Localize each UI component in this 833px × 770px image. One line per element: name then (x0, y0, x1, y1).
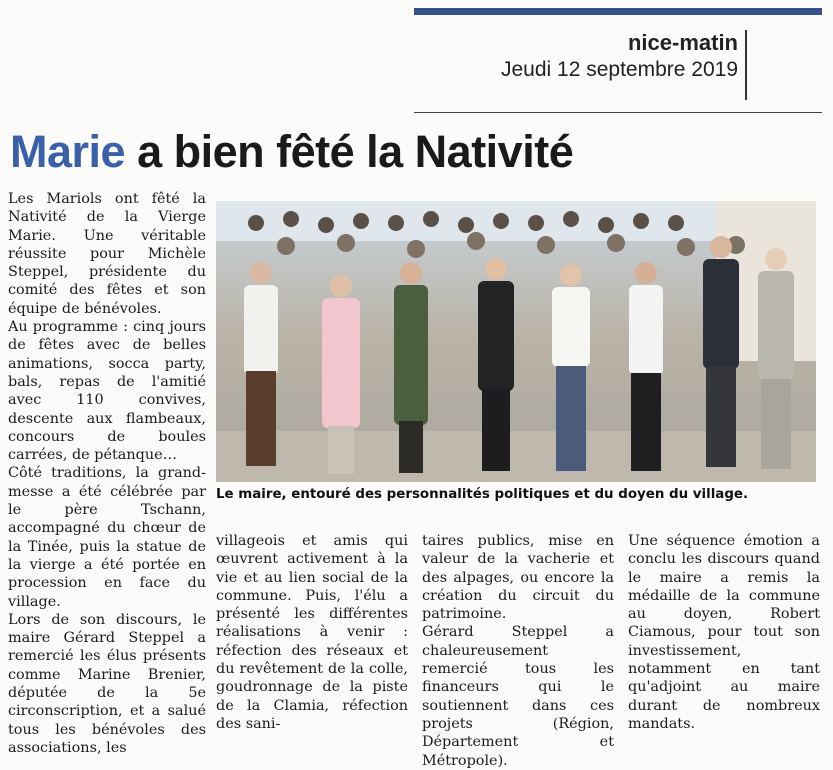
article-headline (10, 126, 573, 178)
newspaper-name: nice-matin (627, 30, 738, 55)
article-column-4 (628, 532, 820, 733)
paragraph: Au programme : cinq jours de fêtes avec de belles animations, socca party, bals, repas de l'amitié avec 110 convives, descente aux flambeaux, concours de boules carrées, de pétanque… (8, 319, 206, 464)
article-column-2 (216, 532, 408, 733)
paragraph: taires publics, mise en valeur de la vacherie et des alpages, ou encore la création du circuit du patrimoine. (422, 533, 614, 623)
paragraph: Côté traditions, la grand-messe a été célébrée par le père Tschann, accompagné du chœur de la Tinée, puis la statue de la vierge a été portée en procession en face du village. (8, 465, 206, 610)
masthead-rule (414, 112, 822, 113)
paragraph: Les Mariols ont fêté la Nativité de la Vierge Marie. Une véritable réussite pour Michèle Steppel, présidente du comité des fêtes et son équipe de bénévoles. (8, 191, 206, 317)
paragraph: Gérard Steppel a chaleureusement remercié tous les financeurs qui le soutiennent dans ces projets (Région, Département et Métropole). (422, 624, 614, 769)
article-photo (216, 201, 816, 482)
headline-rest: a bien fêté la Nativité (137, 126, 574, 177)
paragraph: Une séquence émotion a conclu les discours quand le maire a remis la médaille de la commune au doyen, Robert Ciamous, pour tout son investissement, notamment en tant qu'adjoint au maire durant de nombreux mandats. (628, 533, 820, 732)
photo-caption: Le maire, entouré des personnalités politiques et du doyen du village. (216, 487, 749, 502)
headline-highlight: Marie (10, 126, 126, 177)
paragraph: Lors de son discours, le maire Gérard Steppel a remercié les élus présents comme Marine Brenier, députée de la 5e circonscription, et a salué tous les bénévoles des associations, les (8, 611, 206, 756)
group-photo-illustration (216, 201, 816, 482)
masthead-bar (414, 8, 822, 15)
paragraph: villageois et amis qui œuvrent activement à la vie et au lien social de la commune. Puis, l'élu a présenté les différentes réalisations à venir : réfection des réseaux et du revêtement de la colle, goudronnage de la piste de la Clamia, réfection des sani- (216, 533, 408, 732)
masthead-divider (745, 30, 747, 100)
article-column-1 (8, 190, 206, 757)
issue-date: Jeudi 12 septembre 2019 (501, 58, 738, 81)
article-column-3 (422, 532, 614, 770)
